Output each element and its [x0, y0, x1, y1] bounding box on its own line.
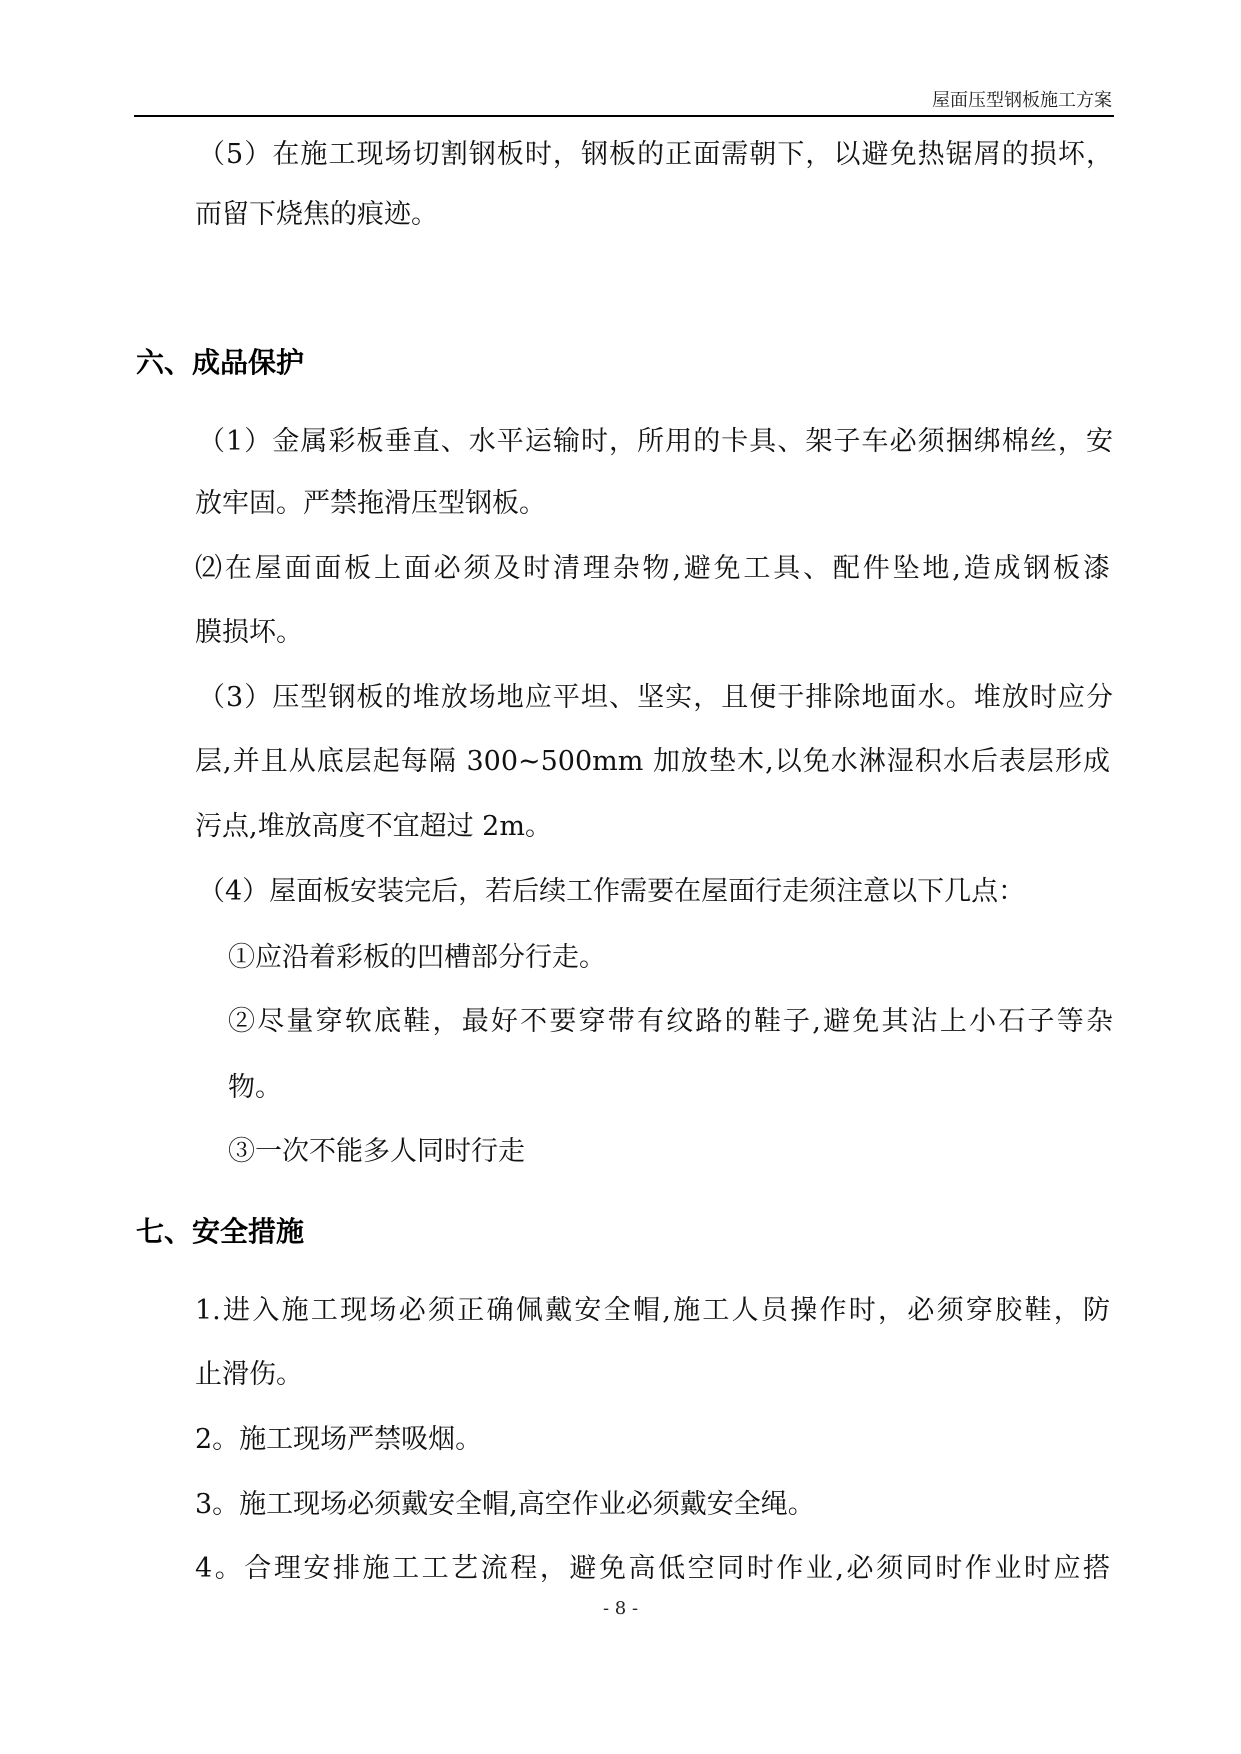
- document-title: 屋面压型钢板施工方案: [932, 90, 1112, 111]
- paragraph-5-line-1: （5）在施工现场切割钢板时，钢板的正面需朝下，以避免热锯屑的损坏，: [198, 139, 1113, 170]
- section-6-item-2-line-1: ⑵在屋面面板上面必须及时清理杂物,避免工具、配件坠地,造成钢板漆: [195, 553, 1110, 584]
- section-6-sub-item-2-line-1: ②尽量穿软底鞋，最好不要穿带有纹路的鞋子,避免其沾上小石子等杂: [228, 1006, 1113, 1037]
- paragraph-5-line-2: 而留下烧焦的痕迹。: [195, 199, 438, 230]
- page-number: - 8 -: [602, 1598, 639, 1619]
- header-divider: [134, 115, 1114, 117]
- section-6-item-1-line-1: （1）金属彩板垂直、水平运输时，所用的卡具、架子车必须捆绑棉丝，安: [198, 426, 1113, 457]
- section-7-item-2: 2。施工现场严禁吸烟。: [195, 1424, 483, 1455]
- section-6-sub-item-2-line-2: 物。: [228, 1072, 282, 1103]
- section-6-item-3-line-3: 污点,堆放高度不宜超过 2m。: [195, 811, 552, 842]
- section-6-item-3-line-2: 层,并且从底层起每隔 300~500mm 加放垫木,以免水淋湿积水后表层形成: [195, 746, 1110, 777]
- section-7-item-3: 3。施工现场必须戴安全帽,高空作业必须戴安全绳。: [195, 1489, 815, 1520]
- section-6-item-2-line-2: 膜损坏。: [195, 617, 303, 648]
- section-6-item-1-line-2: 放牢固。严禁拖滑压型钢板。: [195, 488, 546, 519]
- section-6-sub-item-3: ③一次不能多人同时行走: [228, 1136, 525, 1167]
- section-6-sub-item-1: ①应沿着彩板的凹槽部分行走。: [228, 942, 606, 973]
- section-6-heading: 六、成品保护: [136, 346, 305, 379]
- section-6-item-4-line-1: （4）屋面板安装完后，若后续工作需要在屋面行走须注意以下几点：: [198, 876, 1026, 907]
- section-7-heading: 七、安全措施: [136, 1215, 305, 1248]
- section-7-item-1-line-1: 1.进入施工现场必须正确佩戴安全帽,施工人员操作时，必须穿胶鞋，防: [195, 1295, 1110, 1326]
- section-7-item-1-line-2: 止滑伤。: [195, 1359, 303, 1390]
- section-7-item-4-line-1: 4。合理安排施工工艺流程，避免高低空同时作业,必须同时作业时应搭: [195, 1553, 1110, 1584]
- section-6-item-3-line-1: （3）压型钢板的堆放场地应平坦、坚实，且便于排除地面水。堆放时应分: [198, 682, 1113, 713]
